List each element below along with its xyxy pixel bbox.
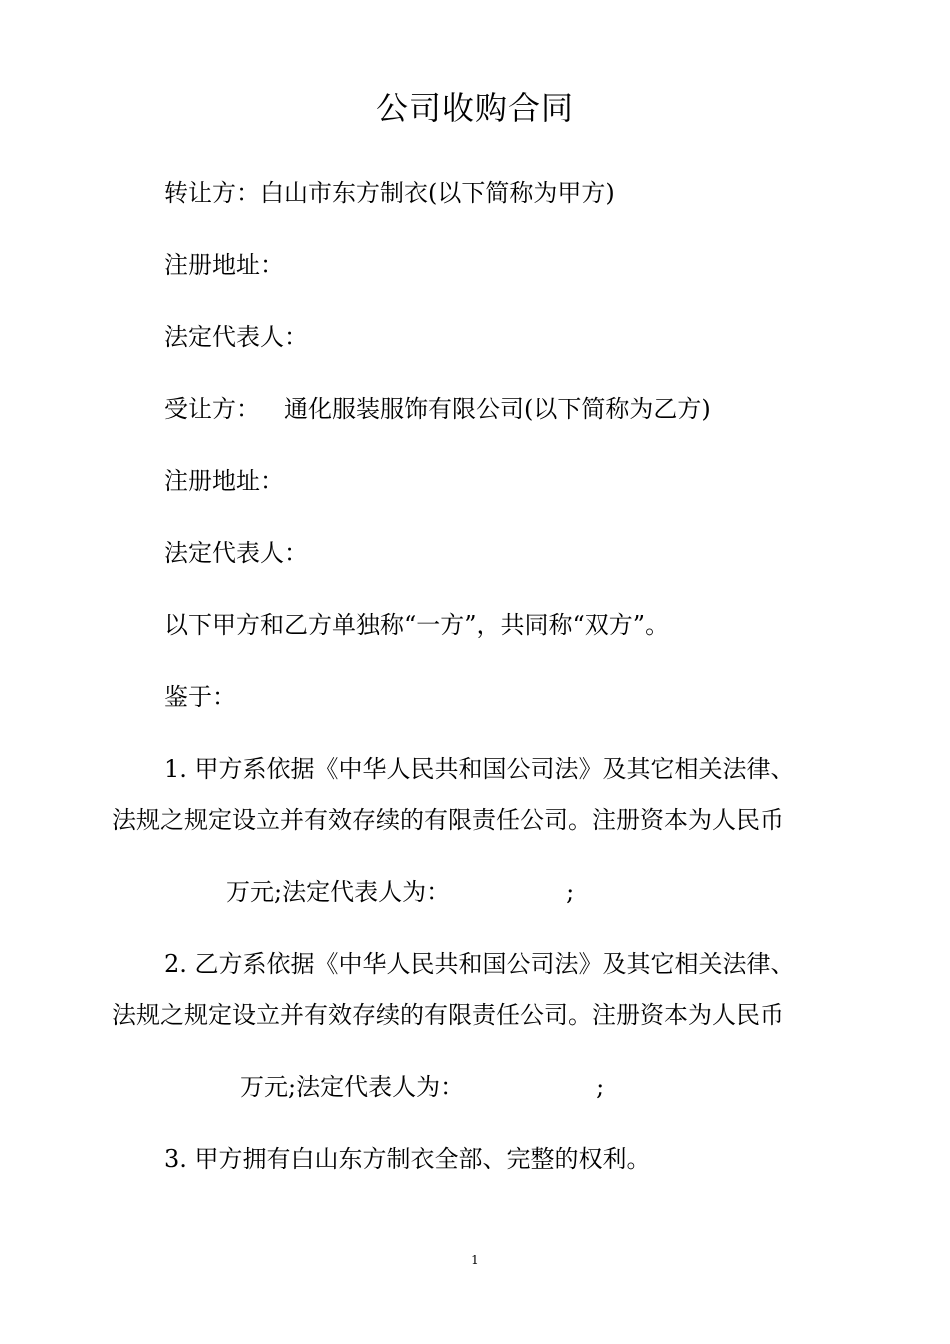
transferor-name: 白山市东方制衣(以下简称为甲方) (260, 179, 615, 207)
transferee-name: 通化服装服饰有限公司(以下简称为乙方) (284, 395, 711, 423)
transferor-line (164, 177, 615, 209)
clause-1-line-2: 法规之规定设立并有效存续的有限责任公司。注册资本为人民币 (112, 806, 784, 834)
clause-2-capital-text: 万元;法定代表人为： (240, 1073, 465, 1101)
clause-1-semicolon: ; (566, 878, 575, 906)
parties-note: 以下甲方和乙方单独称“一方”，共同称“双方”。 (164, 611, 670, 639)
clause-2-semicolon: ; (596, 1073, 605, 1101)
transferor-address-label: 注册地址： (164, 251, 284, 279)
clause-2-line-3 (240, 1071, 604, 1103)
transferee-rep-label: 法定代表人： (164, 539, 308, 567)
transferor-rep-label: 法定代表人： (164, 323, 308, 351)
page-title: 公司收购合同 (375, 89, 574, 127)
transferee-line (164, 393, 711, 425)
clause-1-line-1: 1. 甲方系依据《中华人民共和国公司法》及其它相关法律、 (164, 755, 795, 783)
whereas-label: 鉴于： (164, 683, 236, 711)
transferor-label: 转让方： (164, 179, 260, 207)
clause-1-capital-text: 万元;法定代表人为： (226, 878, 451, 906)
clause-1-line-3 (226, 876, 574, 908)
page-number: 1 (471, 1253, 479, 1267)
clause-2-line-2: 法规之规定设立并有效存续的有限责任公司。注册资本为人民币 (112, 1001, 784, 1029)
clause-2-line-1: 2. 乙方系依据《中华人民共和国公司法》及其它相关法律、 (164, 950, 795, 978)
transferee-address-label: 注册地址： (164, 467, 284, 495)
clause-3-line-1: 3. 甲方拥有白山东方制衣全部、完整的权利。 (164, 1145, 651, 1173)
transferee-label: 受让方： (164, 395, 260, 423)
